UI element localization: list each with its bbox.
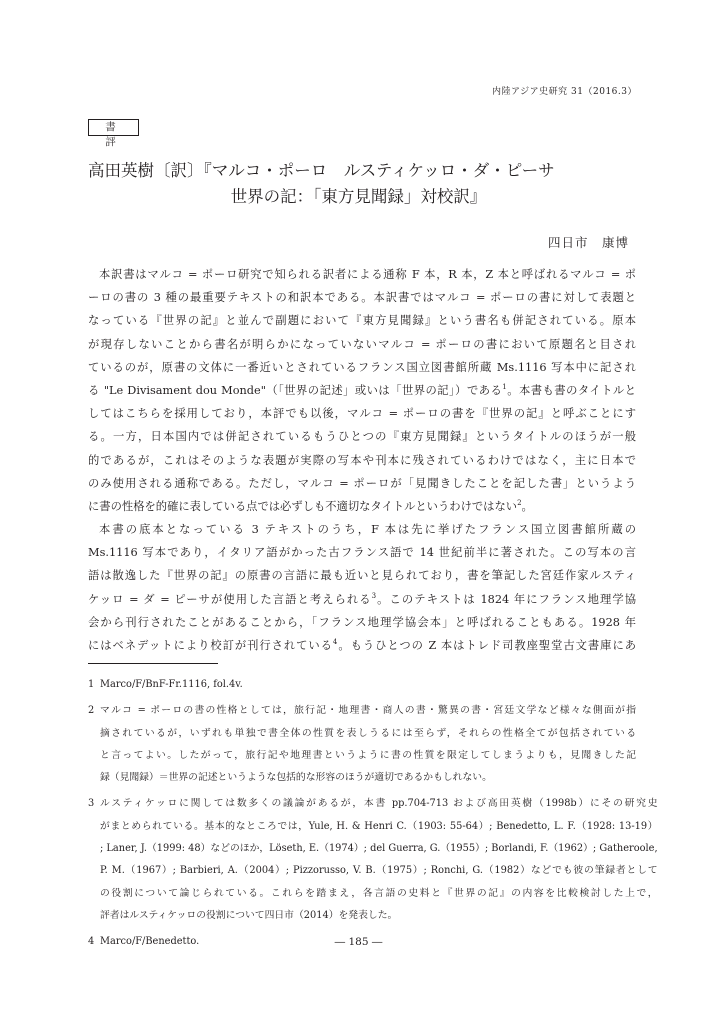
- body-line: が現存しないことから書名が明らかになっていないマルコ = ポーロの書において原題名と目され: [88, 337, 636, 351]
- body-line: なっている『世界の記』と並んで副題において『東方見聞録』という書名も併記されている。原本: [88, 314, 636, 328]
- footnote-number: 4: [88, 936, 95, 948]
- body-line: ているのが，原書の文体に一番近いとされているフランス国立図書館所蔵 Ms.1116 写本中に記され: [88, 360, 636, 374]
- body-line: 的であるが，これはそのような表題が実際の写本や刊本に残されているわけではなく，主に日本で: [88, 453, 636, 467]
- footnote-line: Marco/F/BnF-Fr.1116, fol.4v.: [100, 679, 243, 690]
- footnote-number: 3: [88, 798, 95, 810]
- footnote-ref: 4: [332, 638, 338, 646]
- body-line: に書の性格を的確に表している点では必ずしも不適切なタイトルというわけではない$^2$。: [88, 498, 533, 513]
- footnote-line: がまとめられている。基本的なところでは，Yule, H. & Henri C.（1903: 55-64）; Benedetto, L. F.（1928: 13-19）: [100, 820, 658, 832]
- review-body: [88, 263, 636, 657]
- footnote-line: 録（見聞録）＝世界の記述というような包括的な形容のほうが適切であるかもしれない。: [100, 772, 492, 784]
- section-label: 書 評: [88, 119, 139, 136]
- body-line: にはベネデットにより校訂が刊行されている$^4$。もうひとつの Z 本はトレド司教座聖堂古文書庫にあ: [88, 638, 636, 652]
- footnote-line: の役割について論じられている。これらを踏まえ，各言語の史料と『世界の記』の内容を比較検討した上で，: [100, 887, 658, 899]
- body-line: 会から刊行されたことがあることから，「フランス地理学協会本」と呼ばれることもある。1928 年: [88, 615, 636, 629]
- footnote: [88, 674, 636, 696]
- body-line: ケッロ = ダ = ピーサが使用した言語と考えられる$^3$。このテキストは 1824 年にフランス地理学協: [88, 591, 636, 606]
- footnote: [88, 793, 658, 927]
- footnote-ref: 2: [517, 498, 522, 507]
- body-line: る。一方，日本国内では併記されているもうひとつの『東方見聞録』というタイトルのほうが一般: [88, 430, 636, 444]
- running-head: 内陸アジア史研究 31（2016.3）: [492, 87, 637, 97]
- footnote: [88, 700, 636, 789]
- footnote-ref: 3: [371, 591, 377, 600]
- body-line: Ms.1116 写本であり，イタリア語がかった古フランス語で 14 世紀前半に著された。この写本の言: [88, 546, 636, 560]
- body-line: 本訳書はマルコ = ポーロ研究で知られる訳者による通称 F 本，R 本，Z 本と呼ばれるマルコ = ポ: [99, 268, 636, 281]
- footnote-line: ; Laner, J.（1999: 48）などのほか，Löseth, E.（1974）; del Guerra, G.（1955）; Borlandi, F.（1962）; Gatheroole,: [100, 843, 658, 855]
- body-line: 語は散逸した『世界の記』の原書の言語に最も近いと見られており，書を筆記した宮廷作家ルスティ: [88, 569, 636, 583]
- footnotes: [88, 674, 658, 958]
- footnote-line: マルコ = ポーロの書の性格としては，旅行記・地理書・商人の書・驚異の書・宮廷文学など様々な側面が指: [100, 705, 636, 717]
- footnote-number: 2: [88, 705, 95, 717]
- footnote-line: 評者はルスティケッロの役割について四日市（2014）を発表した。: [100, 909, 398, 921]
- body-line: のみ使用される通称である。ただし，マルコ = ポーロが「見聞きしたことを記した書」というよう: [88, 476, 636, 490]
- footnote-line: 摘されているが，いずれも単独で書全体の性質を表しうるには至らず，それらの性格全てが包括されている: [100, 727, 636, 739]
- footnote-line: ルスティケッロに関しては数多くの議論があるが，本書 pp.704-713 および高田英樹（1998b）にその研究史: [100, 798, 658, 810]
- body-line: してはこちらを採用しており，本評でも以後，マルコ = ポーロの書を『世界の記』と呼ぶことにす: [88, 407, 636, 421]
- review-author: 四日市 康博: [547, 235, 629, 250]
- body-line: ーロの書の 3 種の最重要テキストの和訳本である。本訳書ではマルコ = ポーロの書に対して表題と: [88, 291, 636, 305]
- footnote-line: Marco/F/Benedetto.: [100, 936, 200, 948]
- footnote-rule: [88, 663, 218, 664]
- footnote-line: と言ってよい。したがって，旅行記や地理書というように書の性質を限定してしまうよりも，見聞きした記: [100, 749, 636, 761]
- footnote-line: P. M.（1967）; Barbieri, A.（2004）; Pizzorusso, V. B.（1975）; Ronchi, G.（1982）などでも彼の筆録者として: [100, 865, 658, 877]
- body-line: 本書の底本となっている 3 テキストのうち，F 本は先に挙げたフランス国立図書館所蔵の: [99, 523, 636, 537]
- footnote-number: 1: [88, 679, 95, 690]
- review-title-line-1: 高田英樹〔訳〕『マルコ・ポーロ ルスティケッロ・ダ・ピーサ: [88, 161, 555, 180]
- body-line: る "Le Divisament dou Monde"（「世界の記述」或いは「世界の記」）である$^1$。本書も書のタイトルと: [88, 382, 636, 397]
- page-number: ― 185 ―: [334, 936, 383, 948]
- review-title-line-2: 世界の記：「東方見聞録」対校訳』: [230, 187, 487, 206]
- footnote-ref: 1: [502, 382, 507, 391]
